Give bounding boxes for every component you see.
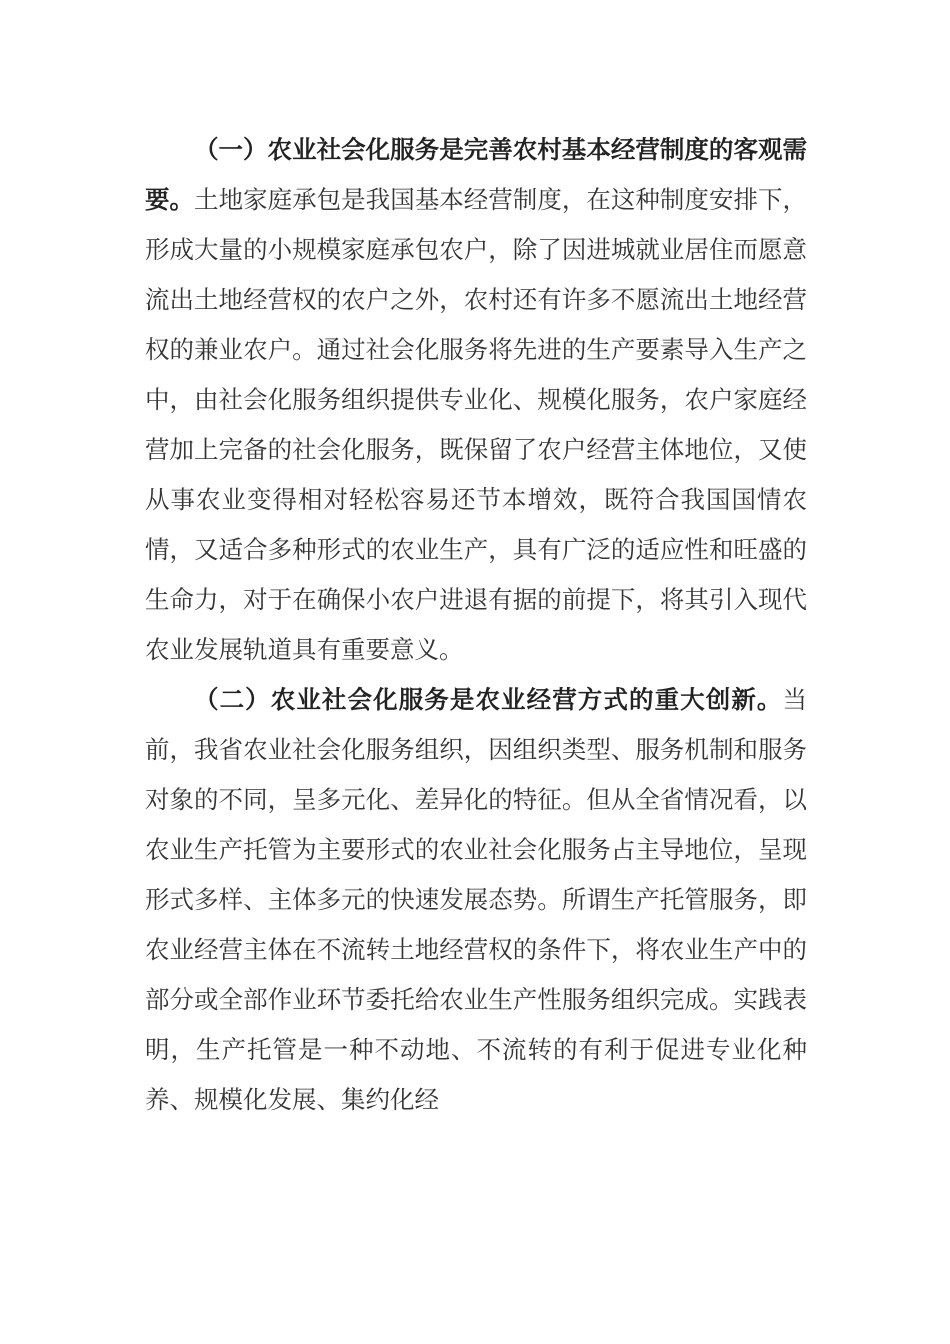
- paragraph-2: [145, 675, 807, 1125]
- paragraph-1: [145, 125, 807, 675]
- paragraph-1-body: 土地家庭承包是我国基本经营制度，在这种制度安排下，形成大量的小规模家庭承包农户，除了因进城就业居住而愿意流出土地经营权的农户之外，农村还有许多不愿流出土地经营权的兼业农户。通过社会化服务将先进的生产要素导入生产之中，由社会化服务组织提供专业化、规模化服务，农户家庭经营加上完备的社会化服务，既保留了农户经营主体地位，又使从事农业变得相对轻松容易还节本增效，既符合我国国情农情，又适合多种形式的农业生产，具有广泛的适应性和旺盛的生命力，对于在确保小农户进退有据的前提下，将其引入现代农业发展轨道具有重要意义。: [145, 185, 808, 664]
- paragraph-1-heading: （一）农业社会化服务是完善农村基本经营制度的客观需要。: [145, 135, 807, 214]
- paragraph-2-body: 当前，我省农业社会化服务组织，因组织类型、服务机制和服务对象的不同，呈多元化、差异化的特征。但从全省情况看，以农业生产托管为主要形式的农业社会化服务占主导地位，呈现形式多样、主体多元的快速发展态势。所谓生产托管服务，即农业经营主体在不流转土地经营权的条件下，将农业生产中的部分或全部作业环节委托给农业生产性服务组织完成。实践表明，生产托管是一种不动地、不流转的有利于促进专业化种养、规模化发展、集约化经: [145, 685, 807, 1114]
- paragraph-2-heading: （二）农业社会化服务是农业经营方式的重大创新。: [194, 685, 783, 714]
- document-body: [145, 125, 807, 1125]
